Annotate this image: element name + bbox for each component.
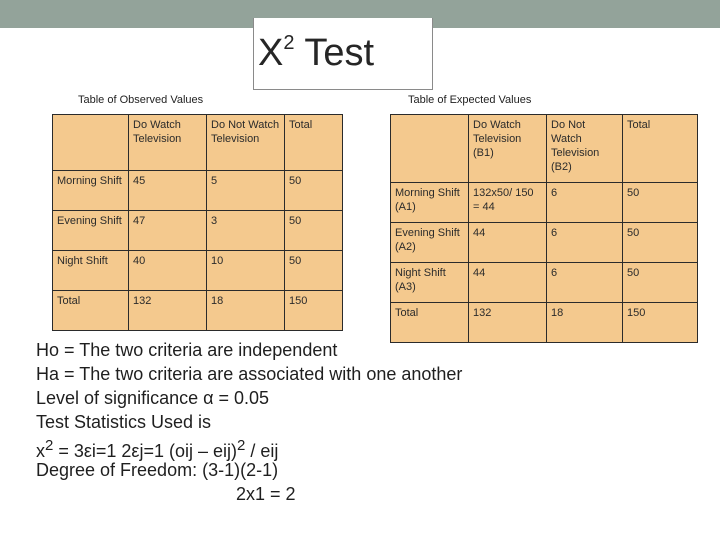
table-total-row [53, 291, 343, 331]
table-cell: 47 [129, 211, 207, 251]
formula-superscript: 2 [237, 437, 246, 454]
table-row [53, 211, 343, 251]
table-row [391, 223, 698, 263]
table-cell: 132 [129, 291, 207, 331]
table-cell: 50 [623, 263, 698, 303]
header-cell: Do Not Watch Television [207, 115, 285, 171]
table-cell: 3 [207, 211, 285, 251]
row-label-cell: Morning Shift [53, 171, 129, 211]
formula-part: / eij [245, 441, 279, 461]
header-cell [391, 115, 469, 183]
observed-table-caption: Table of Observed Values [78, 94, 204, 106]
formula-part: = 3εi=1 2εj=1 (oij – eij) [53, 441, 237, 461]
header-cell: Do Watch Television (B1) [469, 115, 547, 183]
row-label-cell: Night Shift (A3) [391, 263, 469, 303]
table-row [391, 183, 698, 223]
table-cell: 132x50/ 150 = 44 [469, 183, 547, 223]
expected-values-table [390, 114, 698, 343]
table-cell: 45 [129, 171, 207, 211]
table-cell: 10 [207, 251, 285, 291]
table-cell: 50 [623, 183, 698, 223]
significance-level: Level of significance α = 0.05 [36, 388, 270, 408]
table-cell: 44 [469, 263, 547, 303]
row-label-cell: Total [53, 291, 129, 331]
row-label-cell: Morning Shift (A1) [391, 183, 469, 223]
header-cell: Total [285, 115, 343, 171]
slide-title [258, 32, 374, 75]
table-total-row [391, 303, 698, 343]
table-header-row [53, 115, 343, 171]
test-statistic-label: Test Statistics Used is [36, 412, 212, 432]
degrees-of-freedom-result: 2x1 = 2 [236, 484, 296, 504]
table-cell: 44 [469, 223, 547, 263]
header-cell: Do Watch Television [129, 115, 207, 171]
table-cell: 150 [623, 303, 698, 343]
title-main: X [258, 32, 284, 74]
header-cell: Do Not Watch Television (B2) [547, 115, 623, 183]
table-row [391, 263, 698, 303]
table-cell: 50 [285, 251, 343, 291]
table-row [53, 171, 343, 211]
table-cell: 150 [285, 291, 343, 331]
table-cell: 6 [547, 183, 623, 223]
test-statistic-formula [36, 434, 462, 461]
table-cell: 50 [285, 171, 343, 211]
header-cell [53, 115, 129, 171]
null-hypothesis: Ho = The two criteria are independent [36, 340, 338, 360]
row-label-cell: Evening Shift (A2) [391, 223, 469, 263]
table-cell: 18 [547, 303, 623, 343]
row-label-cell: Total [391, 303, 469, 343]
formula-superscript: 2 [45, 437, 54, 454]
degrees-of-freedom: Degree of Freedom: (3-1)(2-1) [36, 460, 279, 480]
table-header-row [391, 115, 698, 183]
formula-part: x [36, 441, 45, 461]
table-cell: 6 [547, 263, 623, 303]
row-label-cell: Evening Shift [53, 211, 129, 251]
table-row [53, 251, 343, 291]
row-label-cell: Night Shift [53, 251, 129, 291]
table-cell: 40 [129, 251, 207, 291]
expected-table-caption: Table of Expected Values [408, 94, 532, 106]
table-cell: 50 [285, 211, 343, 251]
observed-values-table [52, 114, 343, 331]
hypothesis-notes [36, 338, 462, 506]
alternative-hypothesis: Ha = The two criteria are associated with one another [36, 364, 463, 384]
table-cell: 18 [207, 291, 285, 331]
title-superscript: 2 [283, 32, 295, 54]
header-cell: Total [623, 115, 698, 183]
table-cell: 132 [469, 303, 547, 343]
table-cell: 6 [547, 223, 623, 263]
table-cell: 50 [623, 223, 698, 263]
table-cell: 5 [207, 171, 285, 211]
title-rest: Test [294, 32, 375, 74]
